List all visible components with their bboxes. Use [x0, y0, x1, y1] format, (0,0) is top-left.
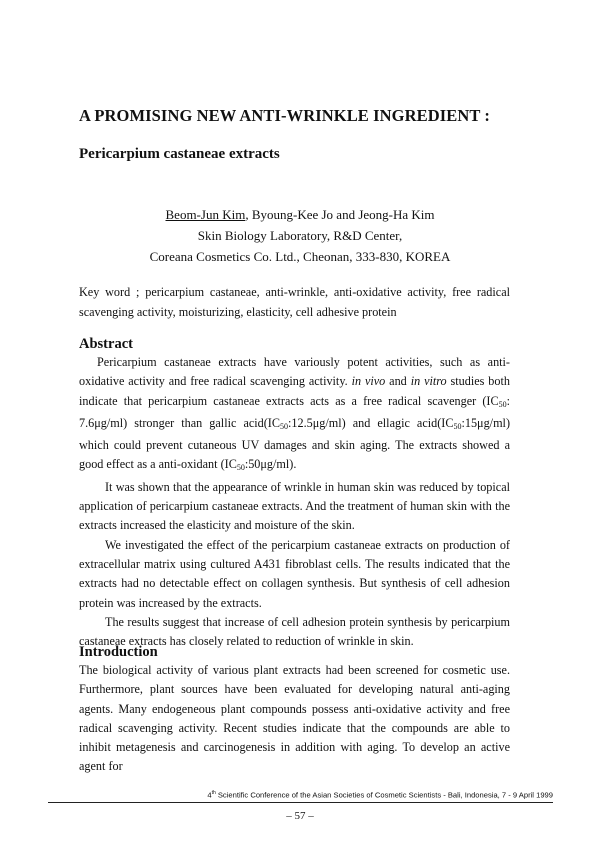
footer-rule	[48, 802, 553, 803]
author-block	[100, 204, 500, 267]
paper-subtitle: Pericarpium castaneae extracts	[79, 146, 280, 162]
page-number: – 57 –	[286, 810, 314, 822]
affiliation-lab: Skin Biology Laboratory, R&D Center,	[197, 228, 403, 243]
first-author: Beom-Jun Kim	[165, 207, 246, 222]
other-authors: , Byoung-Kee Jo and Jeong-Ha Kim	[245, 207, 435, 222]
abstract-paragraph-2: It was shown that the appearance of wrinkle in human skin was reduced by topical application of pericarpium castaneae extracts. And the treatment of human skin with the extracts increased the elasticity and moisture of the skin.	[79, 479, 510, 533]
abstract-body	[79, 353, 510, 651]
introduction-body	[79, 661, 510, 777]
keywords: Key word ; pericarpium castaneae, anti-wrinkle, anti-oxidative activity, free radical scavenging activity, moisturizing, elasticity, cell adhesive protein	[79, 285, 510, 319]
abstract-paragraph-3: We investigated the effect of the pericarpium castaneae extracts on production of extracellular matrix using cultured A431 fibroblast cells. The results indicated that the extracts had no detectable effect on collagen synthesis. But synthesis of cell adhesion protein was increased by the extracts.	[79, 537, 510, 610]
conference-footer: 4th Scientific Conference of the Asian Societies of Cosmetic Scientists - Bali, Indonesia, 7 - 9 April 1999	[207, 790, 553, 800]
introduction-paragraph-1: The biological activity of various plant extracts had been screened for cosmetic use. Furthermore, plant sources have been evaluated for developing natural anti-aging agents. Many endogeneous plant compounds possess anti-oxidative activity and free radical scavenging activity. Recent studies indicate that the compounds are able to inhibit metagenesis and carcinogenesis in addition with aging. To develop an active agent for	[79, 663, 510, 774]
paper-title: A PROMISING NEW ANTI-WRINKLE INGREDIENT :	[79, 106, 491, 125]
abstract-paragraph-4: The results suggest that increase of cell adhesion protein synthesis by pericarpium castaneae extracts has closely related to reduction of wrinkle in skin.	[79, 614, 510, 649]
affiliation-company: Coreana Cosmetics Co. Ltd., Cheonan, 333-830, KOREA	[149, 249, 451, 264]
abstract-heading: Abstract	[79, 336, 133, 352]
abstract-paragraph-1: Pericarpium castaneae extracts have variously potent activities, such as anti-oxidative activity and free radical scavenging activity. in vivo and in vitro studies both indicate that pericarpium castaneae extracts acts as a free radical scavenger ($IC_{50}$: 7.6μg/ml) stronger than gallic $acid(IC_{50}:12.5\mu g/ml)$ and ellagic $acid(IC_{50}:15\mu g/ml)$ which could prevent cutaneous UV damages and skin aging. The extracts showed a good effect as a anti-oxidant $(IC_{50}:50\mu g/ml)$.	[79, 355, 510, 473]
author-line	[100, 204, 500, 225]
introduction-heading: Introduction	[79, 644, 158, 660]
